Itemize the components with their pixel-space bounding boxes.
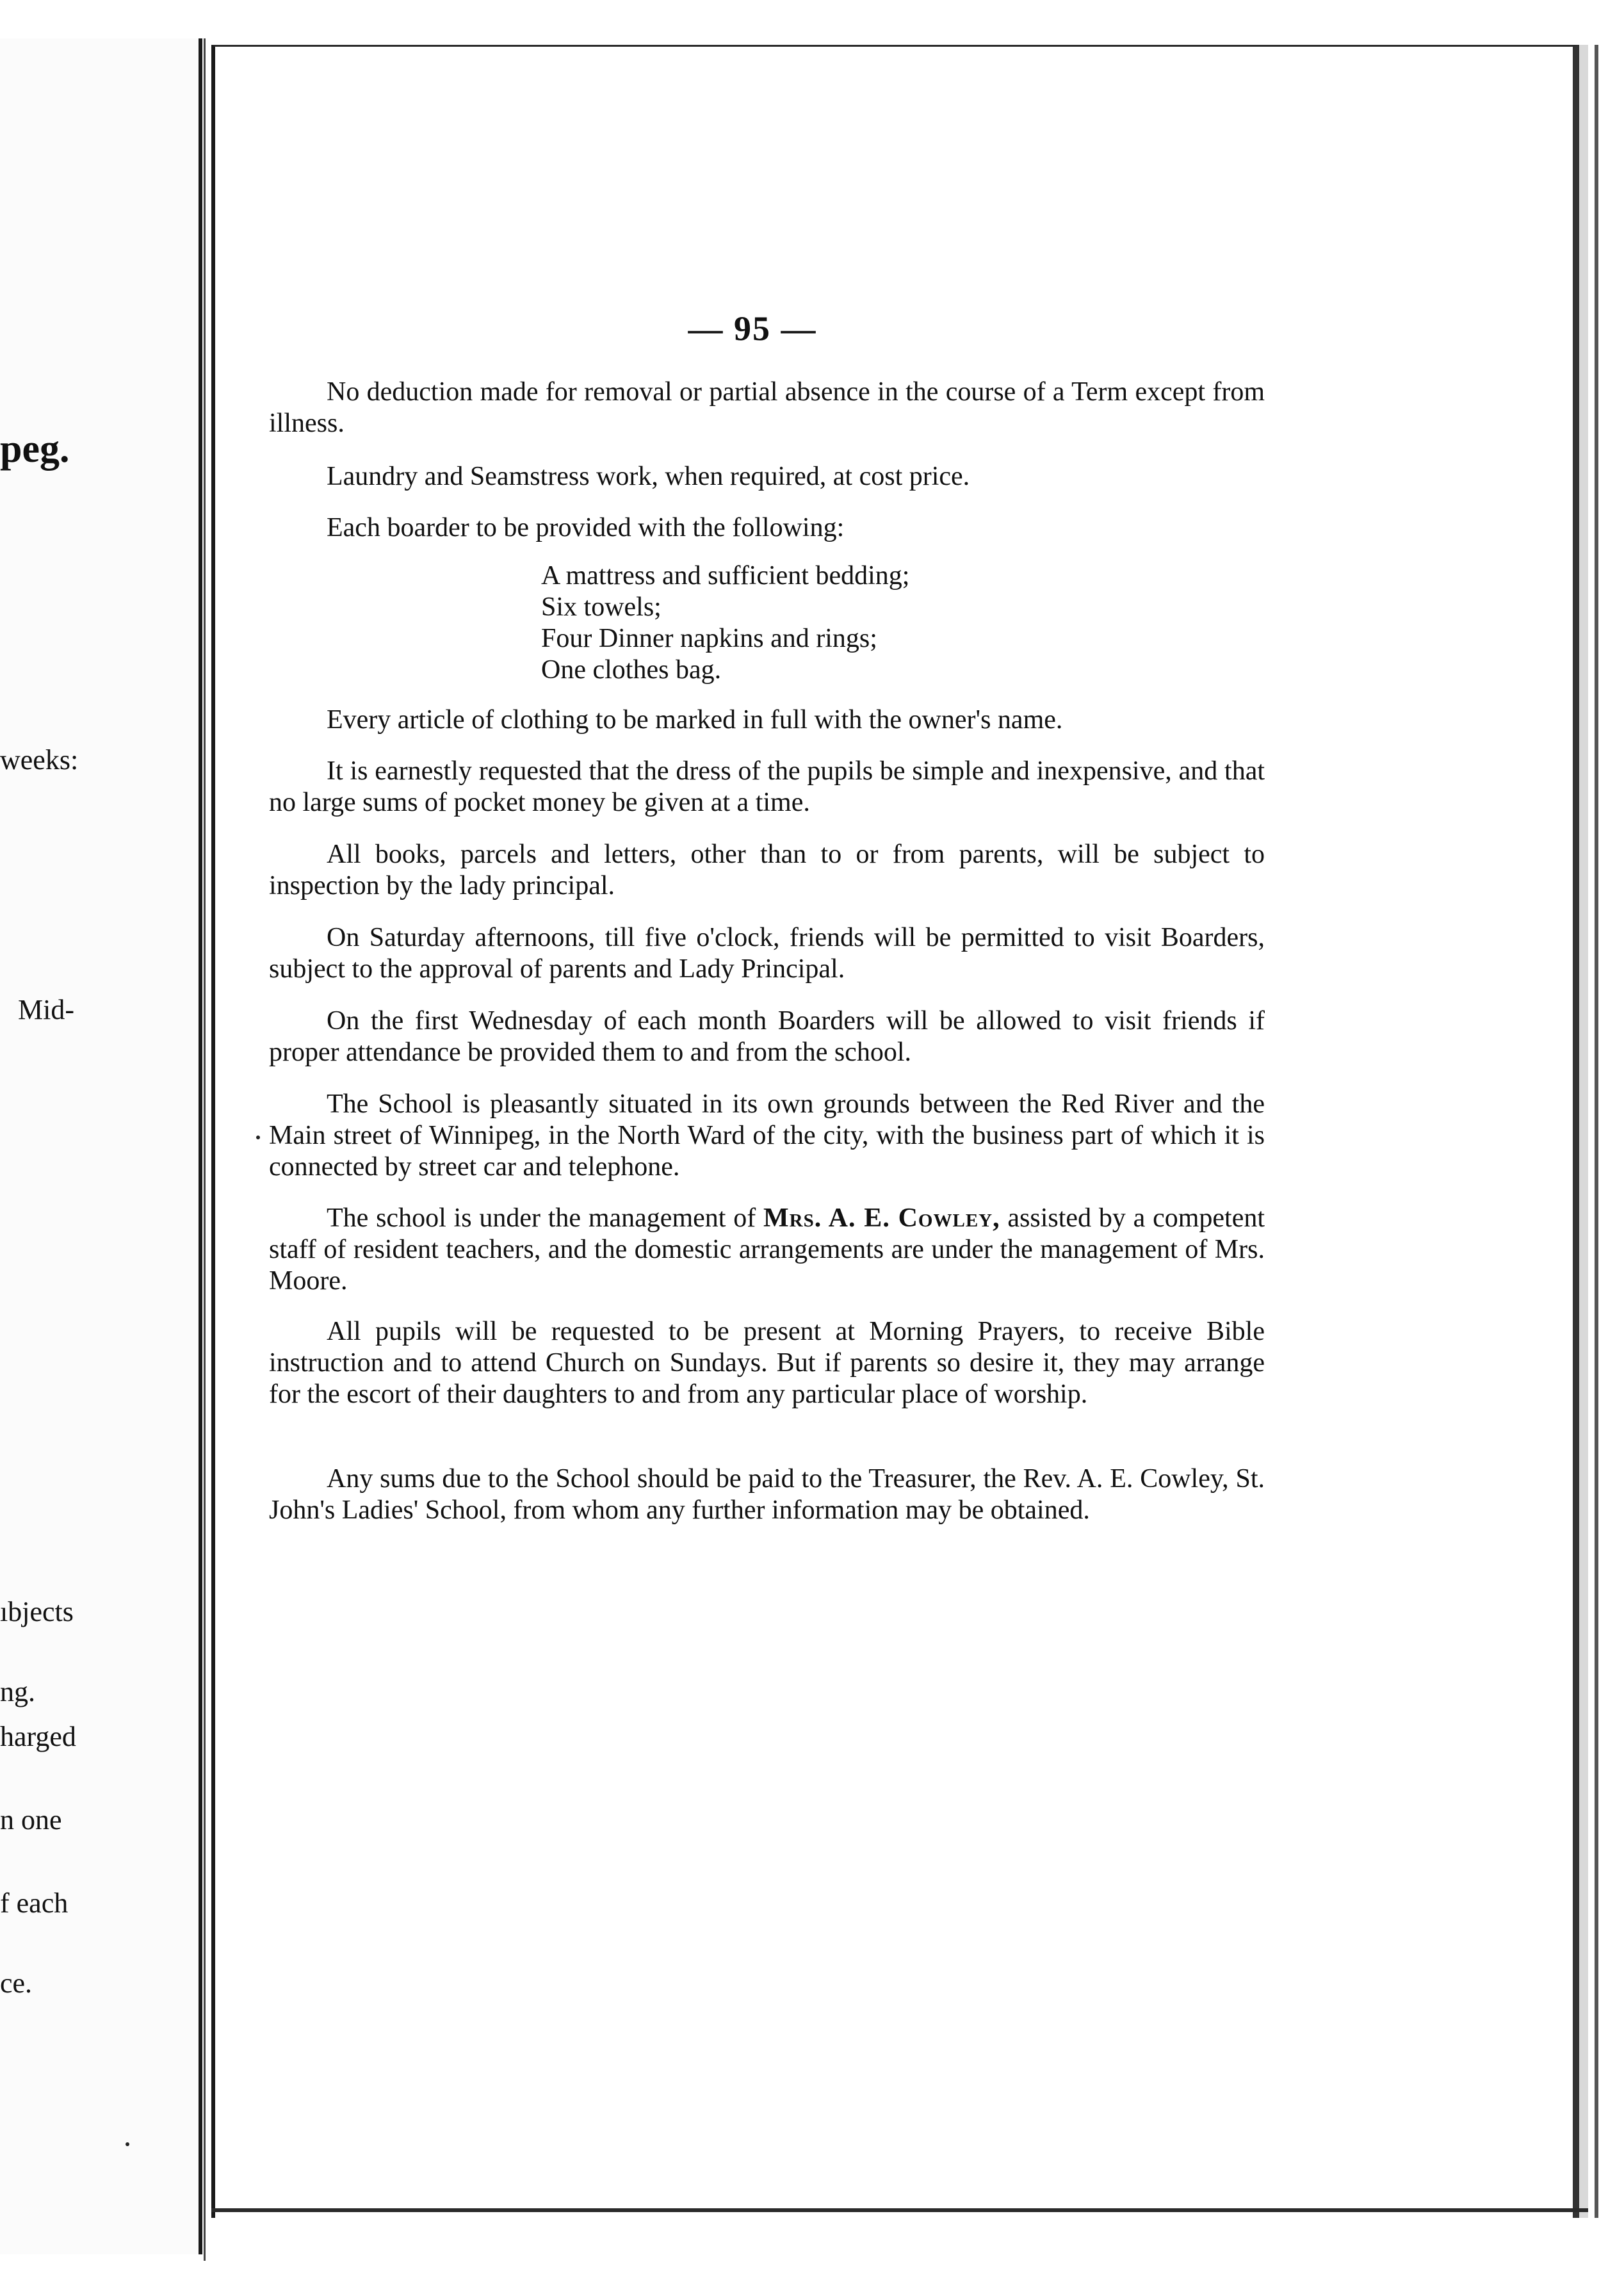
paragraph-deduction: No deduction made for removal or partial absence in the course of a Term except from illness. bbox=[269, 377, 1265, 438]
principal-name: Mrs. A. E. Cowley, bbox=[763, 1203, 1000, 1233]
paragraph-management bbox=[269, 1203, 1265, 1297]
list-item-clothes-bag: One clothes bag. bbox=[541, 655, 722, 685]
stray-mark bbox=[256, 1136, 260, 1139]
management-text-start: The school is under the management of bbox=[327, 1203, 756, 1233]
left-charged-fragment: harged bbox=[0, 1721, 76, 1752]
left-one-fragment: n one bbox=[0, 1804, 62, 1836]
paragraph-saturday-visits: On Saturday afternoons, till five o'clock, friends will be permitted to visit Boarders, subject to the approval of parents and Lady Principal. bbox=[269, 923, 1265, 984]
left-mid-fragment: Mid- bbox=[18, 994, 74, 1025]
gutter-line bbox=[204, 38, 206, 2261]
list-item-towels: Six towels; bbox=[541, 592, 662, 622]
left-ce-fragment: ce. bbox=[0, 1967, 33, 1999]
paragraph-boarder-provisions: Each boarder to be provided with the following: bbox=[327, 513, 845, 542]
paragraph-prayers: All pupils will be requested to be present at Morning Prayers, to receive Bible instruction and to attend Church on Sundays. But if parents so desire it, they may arrange for the escort of their daughters to and from any particular place of worship. bbox=[269, 1317, 1265, 1409]
list-item-mattress: A mattress and sufficient bedding; bbox=[541, 561, 910, 590]
page-bottom-edge bbox=[211, 2208, 1588, 2212]
paragraph-dress: It is earnestly requested that the dress of the pupils be simple and inexpensive, and that no large sums of pocket money be given at a time. bbox=[269, 756, 1265, 817]
paragraph-inspection: All books, parcels and letters, other than to or from parents, will be subject to inspection by the lady principal. bbox=[269, 840, 1265, 900]
left-subjects-fragment: ıbjects bbox=[0, 1596, 74, 1627]
paragraph-clothing: Every article of clothing to be marked in full with the owner's name. bbox=[327, 705, 1063, 735]
left-facing-page bbox=[0, 38, 202, 2254]
paragraph-laundry: Laundry and Seamstress work, when required, at cost price. bbox=[327, 462, 970, 491]
paragraph-wednesday-visits: On the first Wednesday of each month Boarders will be allowed to visit friends if proper attendance be provided them to and from the school. bbox=[269, 1006, 1265, 1067]
list-item-napkins: Four Dinner napkins and rings; bbox=[541, 624, 877, 653]
left-ng-fragment: ng. bbox=[0, 1676, 35, 1707]
left-title-fragment: peg. bbox=[0, 427, 70, 471]
paragraph-location: The School is pleasantly situated in its own grounds between the Red River and the Main street of Winnipeg, in the North Ward of the city, with the business part of which it is connected by street car and telephone. bbox=[269, 1089, 1265, 1182]
management-text-end: assisted by a competent staff of resident teachers, and the domestic arrangements are under the management of Mrs. Moore. bbox=[269, 1203, 1265, 1296]
page-number: — 95 — bbox=[688, 309, 817, 348]
paragraph-payments: Any sums due to the School should be paid to the Treasurer, the Rev. A. E. Cowley, St. John's Ladies' School, from whom any further information may be obtained. bbox=[269, 1464, 1265, 1525]
left-each-fragment: f each bbox=[0, 1887, 69, 1919]
stray-mark-bottom bbox=[126, 2142, 129, 2146]
left-weeks-fragment: weeks: bbox=[0, 744, 79, 776]
